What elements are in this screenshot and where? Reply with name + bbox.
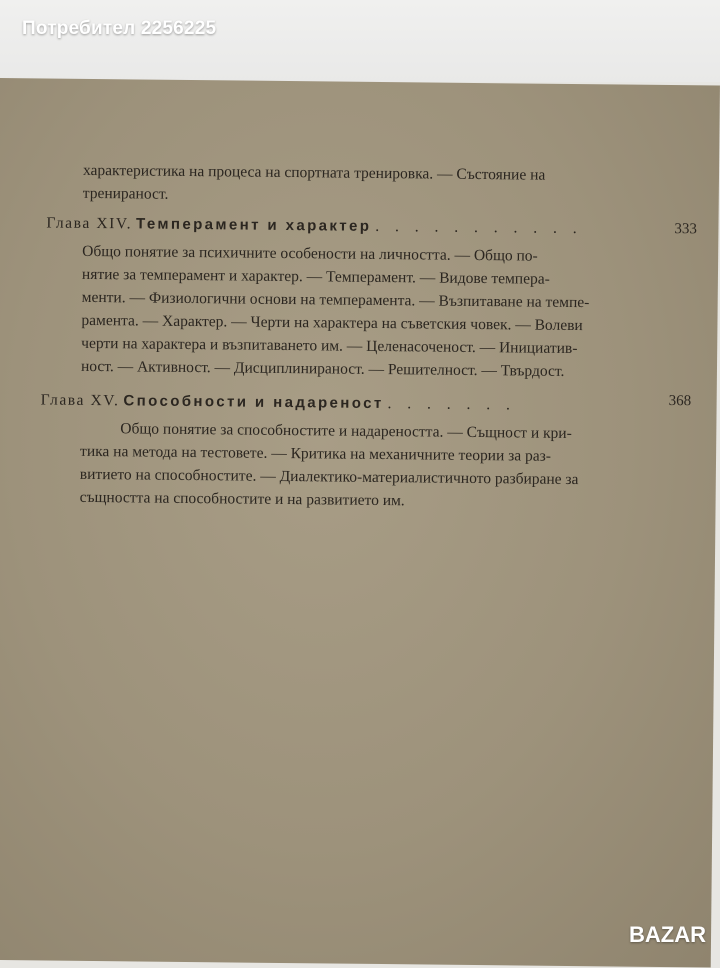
- chapter-label: Глава XV.: [40, 391, 120, 410]
- chapter-summary-line: ност. — Активност. — Дисциплинираност. — Решителност. — Твърдост.: [80, 357, 565, 380]
- chapter-title: Способности и надареност: [123, 392, 384, 413]
- chapter-summary-line: рамента. — Характер. — Черти на характера на съветския човек. — Волеви: [81, 311, 583, 335]
- chapter-summary-line: тика на метода на тестовете. — Критика на механичните теории за раз-: [80, 442, 552, 465]
- chapter-summary-line: същността на способностите и на развитието им.: [79, 488, 405, 510]
- page-number: 333: [674, 221, 698, 238]
- chapter-summary-line: нятие за темперамент и характер. — Темперамент. — Видове темпера-: [81, 265, 550, 288]
- leader-dots: . . . . . . .: [387, 395, 516, 414]
- chapter-heading: [41, 388, 516, 416]
- user-watermark: Потребител 2256225: [22, 18, 217, 39]
- chapter-title: Темперамент и характер: [135, 215, 372, 235]
- chapter-summary-line: менти. — Физиологични основи на темперамента. — Възпитаване на темпе-: [81, 288, 590, 312]
- chapter-summary-line: Общо понятие за способностите и надареността. — Същност и кри-: [120, 420, 572, 443]
- watermark-bar: [0, 0, 720, 82]
- prev-section-line: характеристика на процеса на спортната тренировка. — Състояние на: [82, 161, 546, 184]
- chapter-label: Глава XIV.: [46, 214, 133, 233]
- prev-section-line: тренираност.: [82, 184, 169, 203]
- table-of-contents: [0, 78, 720, 967]
- chapter-summary-line: витието на способностите. — Диалектико-материалистичното разбиране за: [79, 465, 579, 489]
- page-number: 368: [668, 393, 692, 410]
- book-page: [0, 78, 720, 967]
- leader-dots: . . . . . . . . . . .: [375, 217, 583, 238]
- chapter-heading: [46, 211, 582, 240]
- chapter-summary-line: Общо понятие за психичните особености на личността. — Общо по-: [82, 242, 538, 265]
- bazar-logo: BAZAR: [629, 922, 706, 947]
- chapter-summary-line: черти на характера и възпитаването им. — Целенасоченост. — Инициатив-: [81, 334, 578, 358]
